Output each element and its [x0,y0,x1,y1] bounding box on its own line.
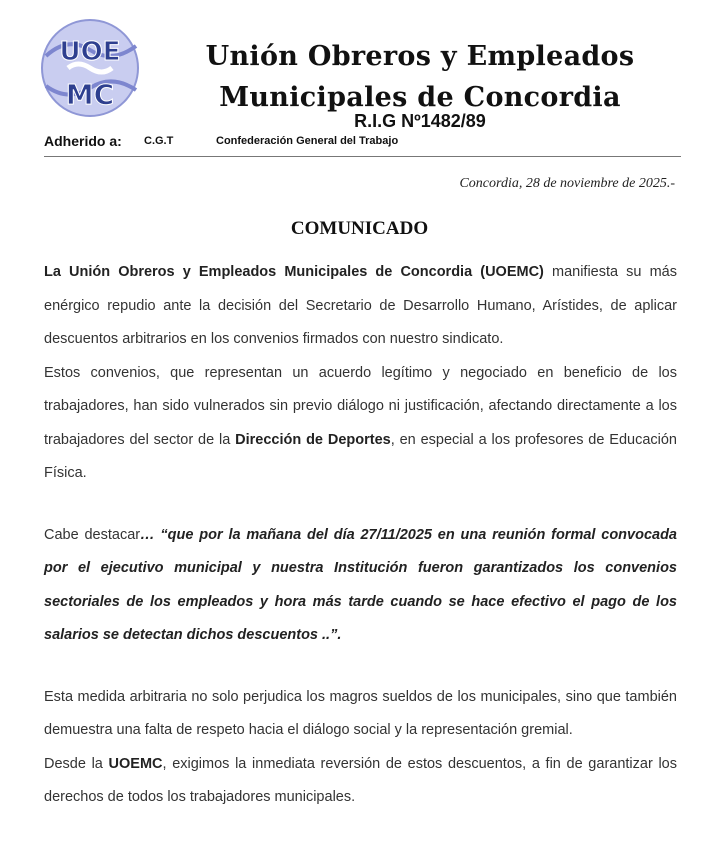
union-logo [38,16,142,120]
document-heading: COMUNICADO [290,218,429,239]
paragraph-2: Estos convenios, que representan un acuerdo legítimo y negociado en beneficio de los trabajadores, han sido vulnerados sin previo diálogo ni justificación, afectando directamente a los trabajadores del sector de la Dirección de Deportes, en especial a los profesores de Educación Física. [44,364,677,481]
affiliation-line [44,133,399,149]
organization-title [150,36,690,118]
adherido-label: Adherido a: [44,133,122,149]
title-line-2: Municipales de Concordia [219,82,621,113]
paragraph-4: Esta medida arbitraria no solo perjudica los magros sueldos de los municipales, sino que también demuestra una falta de respeto hacia el diálogo social y la representación gremial. [44,688,677,738]
confederacion-name: Confederación General del Trabajo [216,135,399,147]
title-line-1: Unión Obreros y Empleados [205,41,635,72]
paragraph-3: Cabe destacar… “que por la mañana del día 27/11/2025 en una reunión formal convocada por el ejecutivo municipal y nuestra Institución fueron garantizados los convenios sectoriales de los empleados y hora más tarde cuando se hace efectivo el pago de los salarios se detectan dichos descuentos ..”. [44,526,678,643]
logo-text-top: UOE [59,37,121,67]
paragraph-1: La Unión Obreros y Empleados Municipales de Concordia (UOEMC) manifiesta su más enérgico repudio ante la decisión del Secretario de Desarrollo Humano, Arístides, de aplicar descuentos arbitrarios en los convenios firmados con nuestro sindicato. [44,264,677,347]
header-divider [44,156,681,157]
logo-text-bottom: MC [65,78,115,111]
rig-number: R.I.G Nº1482/89 [354,111,486,131]
uoemc-bold: UOEMC [108,755,163,772]
direccion-deportes: Dirección de Deportes [235,431,391,448]
document-date: Concordia, 28 de noviembre de 2025.- [459,176,675,191]
org-name-bold: La Unión Obreros y Empleados Municipales de Concordia (UOEMC) [44,264,544,280]
quoted-statement: … “que por la mañana del día 27/11/2025 en una reunión formal convocada por el ejecutivo municipal y nuestra Institución fueron garantizados los convenios sectoriales de los empleados y hora más tarde cuando se hace efectivo el pago de los salarios se detectan dichos descuentos ..”. [44,526,678,643]
document-body [44,256,677,815]
cgt-abbrev: C.G.T [144,135,174,147]
paragraph-5: Desde la UOEMC, exigimos la inmediata reversión de estos descuentos, a fin de garantizar los derechos de todos los trabajadores municipales. [44,755,677,805]
